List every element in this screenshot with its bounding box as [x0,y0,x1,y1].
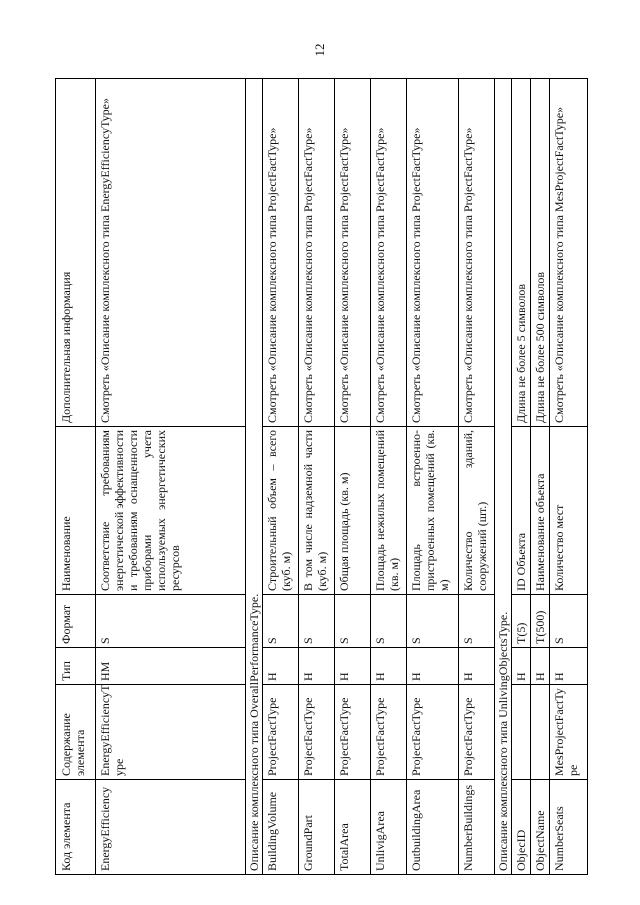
cell-format: S [459,595,495,648]
header-type: Тип [56,648,96,685]
cell-content [531,685,550,780]
table-row [263,79,299,875]
cell-content: ProjectFactType [459,685,495,780]
rotated-table-frame [55,79,593,875]
cell-type: Н [371,648,407,685]
cell-code: UnlivigArea [371,780,407,875]
cell-code: BuildingVolume [263,780,299,875]
cell-content: ProjectFactType [371,685,407,780]
cell-name: В том числе надземной части (куб. м) [299,427,335,595]
cell-name: Соответствие требованиям энергетической эффективности и требованиям оснащенности приборами учета используемых энергетических ресурсов [96,427,246,595]
table-row [407,79,459,875]
cell-format: S [407,595,459,648]
section-title: Описание комплексного типа OverallPerformanceType. [246,79,263,875]
cell-type: Н [335,648,371,685]
cell-code: ObjectName [531,780,550,875]
cell-info: Смотреть «Описание комплексного типа ProjectFactType» [371,79,407,427]
cell-name: Наименование объекта [531,427,550,595]
cell-format: T(500) [531,595,550,648]
cell-name: Площадь нежилых помещений (кв. м) [371,427,407,595]
cell-type: Н [550,648,588,685]
cell-content: ProjectFactType [407,685,459,780]
cell-format: S [371,595,407,648]
cell-name: Количество мест [550,427,588,595]
header-code: Код элемента [56,780,96,875]
cell-type: Н [407,648,459,685]
cell-info: Смотреть «Описание комплексного типа ProjectFactType» [459,79,495,427]
cell-code: NumberSeats [550,780,588,875]
cell-content: ProjectFactType [335,685,371,780]
cell-code: NumberBuildings [459,780,495,875]
cell-info: Смотреть «Описание комплексного типа ProjectFactType» [263,79,299,427]
cell-info: Смотреть «Описание комплексного типа ProjectFactType» [299,79,335,427]
cell-content: EnergyEfficiencyT ype [96,685,246,780]
cell-type: Н [299,648,335,685]
table-row [335,79,371,875]
section-title: Описание комплексного типа UnlivingObjectsType. [495,79,512,875]
cell-code: OutbuildingArea [407,780,459,875]
cell-code: TotalArea [335,780,371,875]
section-row-unliving [495,79,512,875]
cell-format: S [550,595,588,648]
cell-info: Смотреть «Описание комплексного типа ProjectFactType» [335,79,371,427]
cell-info: Смотреть «Описание комплексного типа ProjectFactType» [407,79,459,427]
table-row [299,79,335,875]
cell-format: S [335,595,371,648]
cell-code: GroundPart [299,780,335,875]
header-format: Формат [56,595,96,648]
cell-name: Строительный объем – всего (куб. м) [263,427,299,595]
cell-info: Смотреть «Описание комплексного типа EnergyEfficiencyType» [96,79,246,427]
table-row [96,79,246,875]
table-row [550,79,588,875]
cell-content: ProjectFactType [299,685,335,780]
cell-info: Смотреть «Описание комплексного типа MesProjectFactType» [550,79,588,427]
cell-content: ProjectFactType [263,685,299,780]
cell-format: S [299,595,335,648]
cell-content [512,685,531,780]
table-row [459,79,495,875]
cell-format: S [96,595,246,648]
cell-info: Длина не более 500 символов [531,79,550,427]
cell-type: Н [263,648,299,685]
header-info: Дополнительная информация [56,79,96,427]
cell-name: Общая площадь (кв. м) [335,427,371,595]
cell-code: ObjecID [512,780,531,875]
cell-name: Количество зданий, сооружений (шт.) [459,427,495,595]
cell-info: Длина не более 5 символов [512,79,531,427]
table-header-row [56,79,96,875]
element-table [55,78,588,875]
cell-content: MesProjectFactTy pe [550,685,588,780]
table-row [531,79,550,875]
cell-type: Н [459,648,495,685]
header-name: Наименование [56,427,96,595]
table-row [371,79,407,875]
cell-code: EnergyEfficiency [96,780,246,875]
cell-name: ID Объекта [512,427,531,595]
cell-name: Площадь встроенно-пристроенных помещений (кв. м) [407,427,459,595]
table-row [512,79,531,875]
cell-format: T(5) [512,595,531,648]
cell-type: Н [512,648,531,685]
page-number: 12 [312,43,327,57]
header-content: Содержание элемента [56,685,96,780]
section-row-overall [246,79,263,875]
cell-format: S [263,595,299,648]
cell-type: Н [531,648,550,685]
cell-type: НМ [96,648,246,685]
